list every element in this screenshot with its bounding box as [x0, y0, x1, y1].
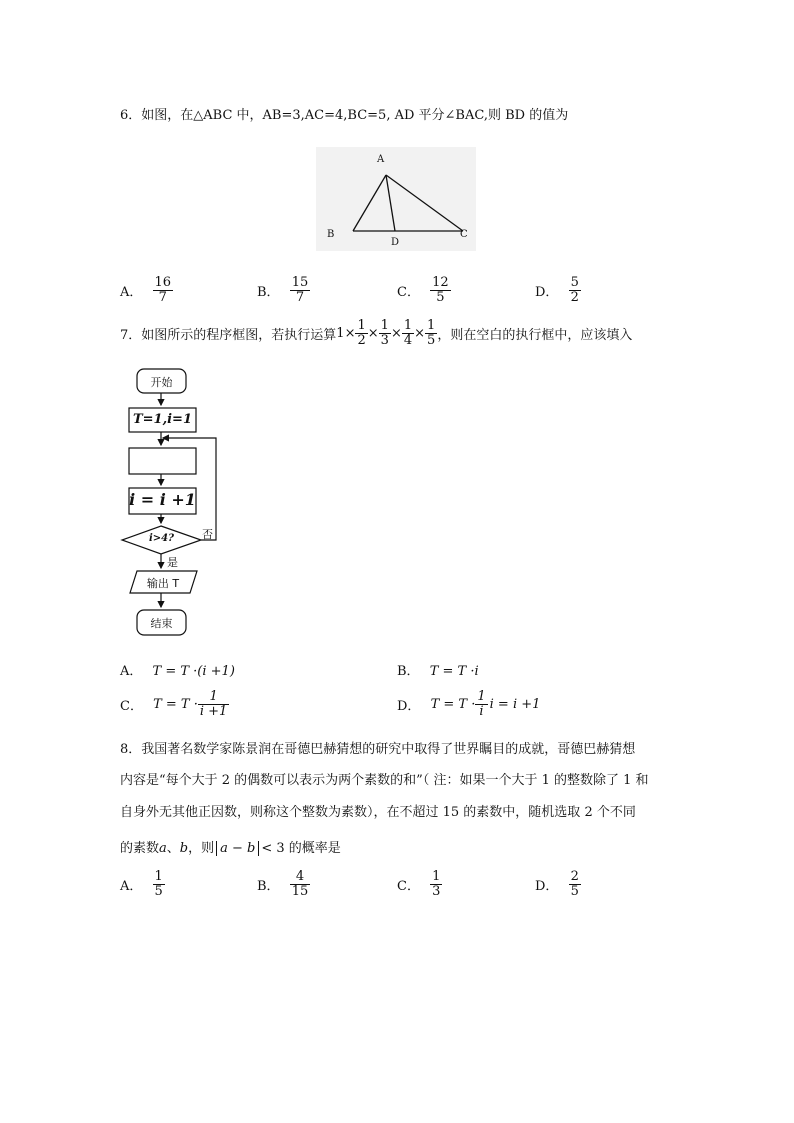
q8-option-c-label: C． [397, 879, 420, 894]
q8-text-4a: 的素数 [120, 841, 160, 856]
q8-text-4c: < 3 的概率是 [261, 841, 341, 856]
q6-option-c[interactable] [397, 276, 451, 305]
q7-option-c-fraction: $\frac{1}{i +1}$ [199, 689, 228, 719]
q7-option-a[interactable] [120, 660, 235, 679]
flow-init-text: T=1,i=1 [132, 412, 192, 427]
q7-times-2: × [390, 326, 402, 341]
q6-option-a-label: A． [120, 285, 143, 300]
q8-text-1: 我国著名数学家陈景润在哥德巴赫猜想的研究中取得了世界瞩目的成就，哥德巴赫猜想 [141, 742, 636, 757]
q7-option-d-label: D． [397, 699, 421, 714]
q8-line-4 [120, 837, 341, 856]
q8-text-4b: ，则 [188, 841, 215, 856]
q7-stem-after: ，则在空白的执行框中，应该填入 [437, 328, 633, 343]
q8-option-b[interactable] [257, 870, 310, 899]
q7-option-c[interactable] [120, 690, 229, 719]
q8-option-a[interactable] [120, 870, 165, 899]
q7-option-d-fraction: $\frac{1}{i}$ [477, 689, 486, 719]
q7-option-a-label: A． [120, 664, 143, 679]
q7-option-d-tail: i = i +1 [489, 697, 541, 712]
triangle-svg [316, 147, 476, 251]
q6-stem: 如图，在△ABC 中，AB=3,AC=4,BC=5, AD 平分∠BAC,则 BD 的值为 [141, 108, 569, 123]
q6-option-b[interactable] [257, 276, 310, 305]
q7-stem-line [120, 319, 632, 348]
q7-expr-frac-1: $\frac{1}{2}$ [357, 318, 366, 348]
q8-number: 8． [120, 742, 142, 757]
q6-option-b-fraction: $\frac{15}{7}$ [291, 275, 309, 305]
q7-option-b-label: B． [397, 664, 420, 679]
q6-option-d[interactable] [535, 276, 581, 305]
flow-no-label: 否 [202, 528, 213, 541]
triangle-figure [316, 147, 476, 251]
segment-ad [386, 175, 395, 231]
vertex-label-d: D [391, 237, 400, 248]
q6-number: 6． [120, 108, 142, 123]
flow-output-text: 输出 T [146, 577, 180, 590]
q8-option-a-label: A． [120, 879, 143, 894]
flowchart [118, 364, 228, 640]
segment-ac [386, 175, 463, 231]
q7-expr-frac-4: $\frac{1}{5}$ [427, 318, 436, 348]
q8-abs-expr: a − b [216, 841, 259, 856]
q8-var-b: b [179, 841, 189, 856]
q7-expr-lead: 1× [336, 326, 356, 341]
flow-increment-text: i = i +1 [129, 490, 196, 509]
q8-line-1 [120, 738, 635, 757]
vertex-label-b: B [327, 229, 335, 240]
q7-option-a-expr: T = T ·(i +1) [152, 664, 235, 679]
q7-option-d-lead: T = T · [430, 697, 476, 712]
flow-end-text: 结束 [150, 617, 173, 630]
vertex-label-a: A [377, 154, 385, 165]
q6-stem-line [120, 104, 568, 123]
q6-option-d-label: D． [535, 285, 559, 300]
q6-option-a[interactable] [120, 276, 173, 305]
q7-option-b-expr: T = T ·i [429, 664, 479, 679]
q7-expr-frac-3: $\frac{1}{4}$ [403, 318, 413, 348]
q6-option-d-fraction: $\frac{5}{2}$ [570, 275, 579, 305]
flow-blank-text [129, 452, 196, 472]
q8-line-3: 自身外无其他正因数，则称这个整数为素数），在不超过 15 的素数中，随机选取 2 个不同 [120, 805, 636, 820]
q7-expr-frac-2: $\frac{1}{3}$ [380, 318, 389, 348]
q6-option-b-label: B． [257, 285, 280, 300]
q8-option-d[interactable] [535, 870, 581, 899]
q8-option-d-fraction: $\frac{2}{5}$ [570, 869, 579, 899]
vertex-label-c: C [460, 229, 468, 240]
q7-times-1: × [367, 326, 379, 341]
q8-var-a: a [159, 841, 167, 856]
q8-option-c-fraction: $\frac{1}{3}$ [432, 869, 441, 899]
segment-ab [353, 175, 386, 231]
q8-line-2: 内容是“每个大于 2 的偶数可以表示为两个素数的和”（ 注：如果一个大于 1 的整数除了 1 和 [120, 773, 649, 788]
q7-option-b[interactable] [397, 660, 479, 679]
q7-option-c-lead: T = T · [153, 697, 198, 712]
q7-times-3: × [414, 326, 426, 341]
flow-start-text: 开始 [150, 376, 173, 389]
q7-number: 7． [120, 328, 142, 343]
q6-option-c-label: C． [397, 285, 420, 300]
flow-yes-label: 是 [167, 556, 178, 569]
q8-option-c[interactable] [397, 870, 442, 899]
q7-option-d[interactable] [397, 690, 540, 719]
q8-option-b-label: B． [257, 879, 280, 894]
q8-option-a-fraction: $\frac{1}{5}$ [154, 869, 163, 899]
flow-condition-text: i>4? [149, 533, 174, 544]
q6-option-a-fraction: $\frac{16}{7}$ [154, 275, 172, 305]
q7-option-c-label: C． [120, 699, 143, 714]
q8-sep: 、 [166, 841, 180, 856]
q8-option-d-label: D． [535, 879, 559, 894]
q8-option-b-fraction: $\frac{4}{15}$ [291, 869, 309, 899]
q7-stem-before: 如图所示的程序框图，若执行运算 [141, 328, 337, 343]
q6-option-c-fraction: $\frac{12}{5}$ [432, 275, 449, 305]
